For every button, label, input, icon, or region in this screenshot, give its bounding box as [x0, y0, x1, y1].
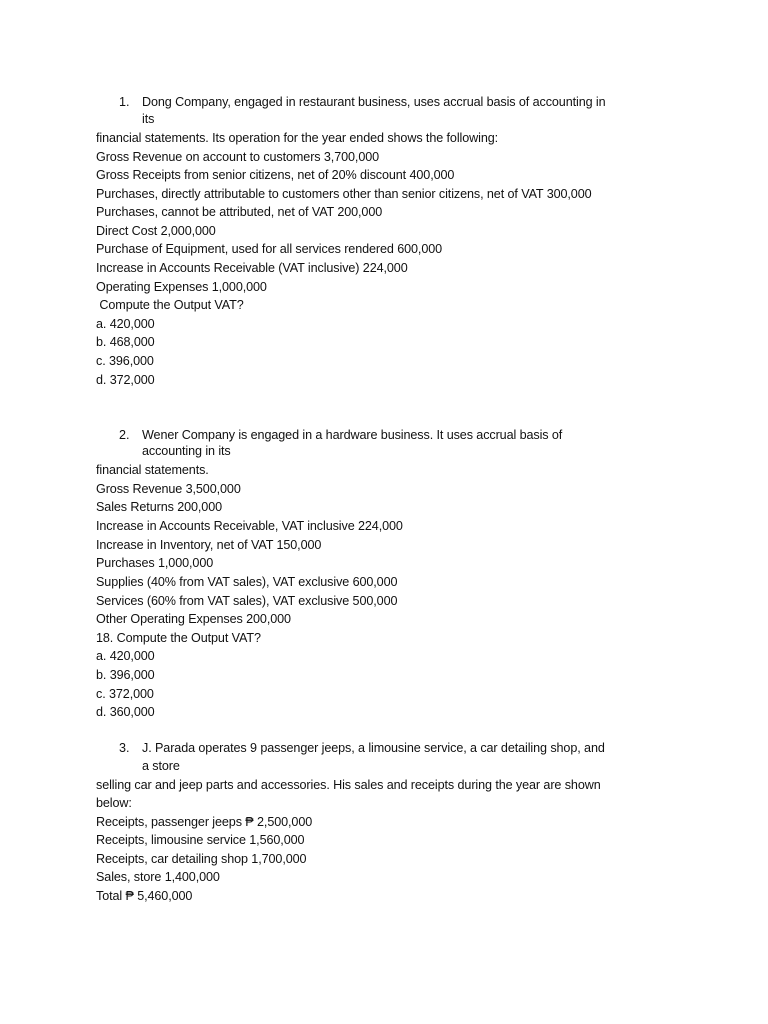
- question-number: 2.: [119, 428, 130, 442]
- question-text-line: Total ₱ 5,460,000: [96, 889, 193, 903]
- question-text-line: Increase in Accounts Receivable, VAT inclusive 224,000: [96, 519, 403, 533]
- question-intro-line: its: [142, 112, 155, 126]
- question-text-line: Receipts, passenger jeeps ₱ 2,500,000: [96, 815, 313, 829]
- question-text-line: Purchases 1,000,000: [96, 556, 214, 570]
- answer-choice: b. 396,000: [96, 668, 155, 682]
- question-text-line: Gross Receipts from senior citizens, net of 20% discount 400,000: [96, 168, 455, 182]
- answer-choice: a. 420,000: [96, 649, 155, 663]
- question-text-line: selling car and jeep parts and accessories. His sales and receipts during the year are shown: [96, 778, 601, 792]
- answer-choice: a. 420,000: [96, 317, 155, 331]
- question-intro-line: Dong Company, engaged in restaurant business, uses accrual basis of accounting in: [142, 95, 606, 109]
- question-intro-line: Wener Company is engaged in a hardware business. It uses accrual basis of: [142, 428, 563, 442]
- question-text-line: Sales, store 1,400,000: [96, 870, 220, 884]
- question-number: 3.: [119, 741, 130, 755]
- question-text-line: Other Operating Expenses 200,000: [96, 612, 291, 626]
- question-text-line: financial statements. Its operation for the year ended shows the following:: [96, 131, 499, 145]
- question-text-line: Purchases, cannot be attributed, net of VAT 200,000: [96, 205, 383, 219]
- answer-choice: b. 468,000: [96, 335, 155, 349]
- question-text-line: Services (60% from VAT sales), VAT exclusive 500,000: [96, 594, 398, 608]
- question-text-line: Receipts, limousine service 1,560,000: [96, 833, 305, 847]
- question-number: 1.: [119, 95, 130, 109]
- question-text-line: Operating Expenses 1,000,000: [96, 280, 267, 294]
- question-text-line: Gross Revenue 3,500,000: [96, 482, 241, 496]
- answer-choice: c. 372,000: [96, 687, 154, 701]
- question-text-line: Supplies (40% from VAT sales), VAT exclusive 600,000: [96, 575, 398, 589]
- question-intro-line: J. Parada operates 9 passenger jeeps, a limousine service, a car detailing shop, and: [142, 741, 605, 755]
- question-text-line: Receipts, car detailing shop 1,700,000: [96, 852, 307, 866]
- answer-choice: d. 372,000: [96, 373, 155, 387]
- question-text-line: Sales Returns 200,000: [96, 500, 223, 514]
- question-text-line: below:: [96, 796, 132, 810]
- question-text-line: Direct Cost 2,000,000: [96, 224, 216, 238]
- question-prompt: Compute the Output VAT?: [96, 298, 244, 312]
- answer-choice: c. 396,000: [96, 354, 154, 368]
- question-text-line: Purchases, directly attributable to customers other than senior citizens, net of VAT 300,000: [96, 187, 592, 201]
- question-text-line: Purchase of Equipment, used for all services rendered 600,000: [96, 242, 443, 256]
- question-text-line: Increase in Accounts Receivable (VAT inclusive) 224,000: [96, 261, 408, 275]
- question-prompt: 18. Compute the Output VAT?: [96, 631, 261, 645]
- question-intro-line: a store: [142, 759, 180, 773]
- question-text-line: Increase in Inventory, net of VAT 150,000: [96, 538, 322, 552]
- question-text-line: Gross Revenue on account to customers 3,700,000: [96, 150, 380, 164]
- question-text-line: financial statements.: [96, 463, 209, 477]
- answer-choice: d. 360,000: [96, 705, 155, 719]
- question-intro-line: accounting in its: [142, 444, 231, 458]
